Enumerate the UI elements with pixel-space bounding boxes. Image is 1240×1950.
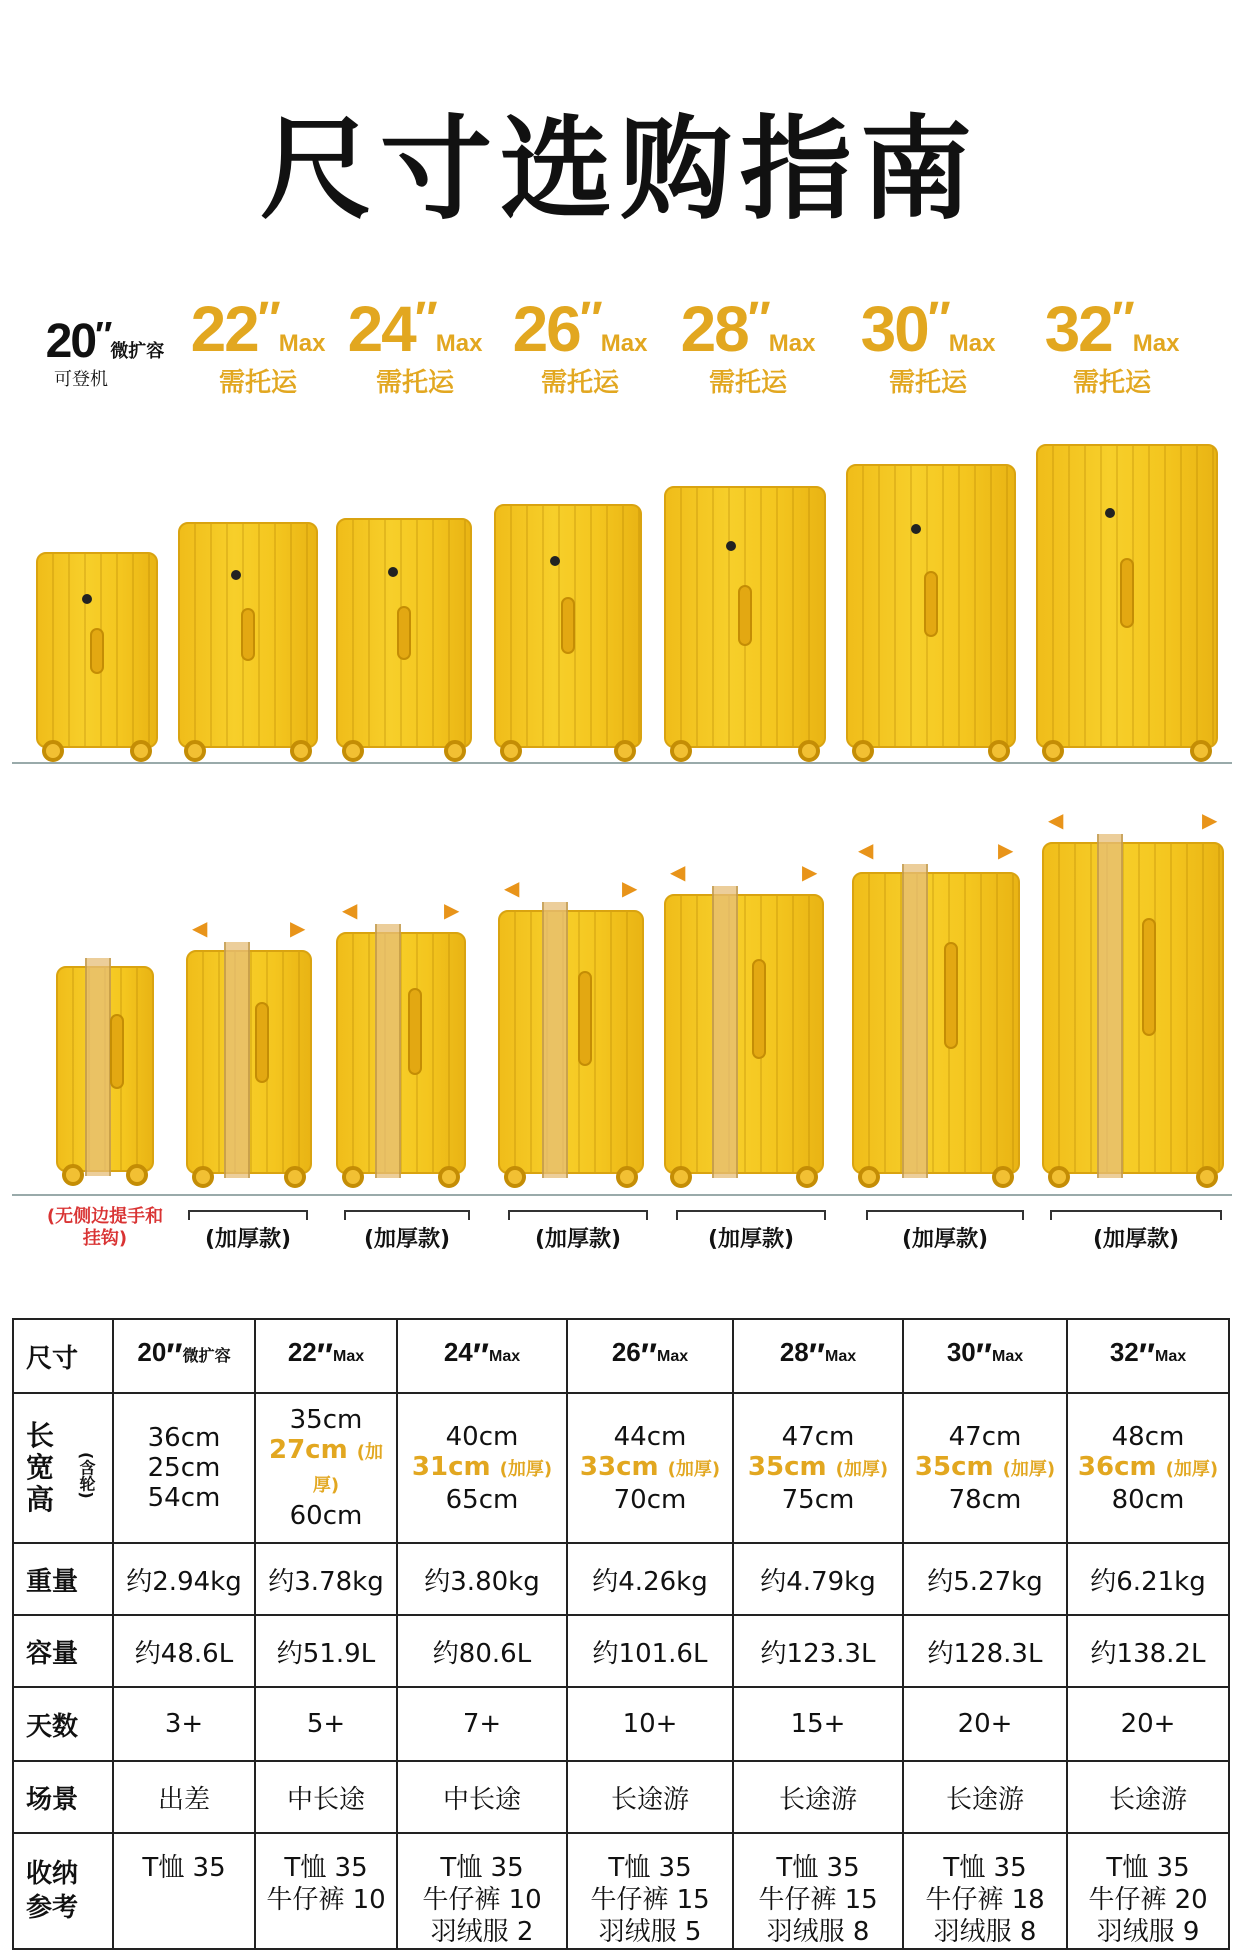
storage-item: T恤 35 (142, 1853, 226, 1883)
bracket (188, 1210, 308, 1220)
ground-line (12, 762, 1232, 764)
arrow-right-icon: ▶ (444, 898, 460, 922)
storage-label: 收纳 参考 (13, 1833, 113, 1949)
size-number: 24 (347, 293, 415, 365)
dims-cell (1067, 1393, 1229, 1543)
storage-item: T恤 35 (1106, 1853, 1190, 1883)
scene-cell: 出差 (113, 1761, 255, 1833)
storage-item: T恤 35 (440, 1853, 524, 1883)
size-32-label: 32″Max 需托运 (1042, 292, 1182, 399)
size-number: 30 (860, 293, 928, 365)
width-value: 25cm (147, 1453, 221, 1483)
days-row (13, 1687, 1229, 1761)
arrow-left-icon: ◀ (192, 916, 208, 940)
days-cell: 20+ (1067, 1687, 1229, 1761)
storage-item: 牛仔裤 15 (590, 1885, 710, 1915)
days-cell: 3+ (113, 1687, 255, 1761)
suitcase-side-icon (336, 898, 466, 1188)
scene-cell: 长途游 (903, 1761, 1067, 1833)
capacity-cell: 约80.6L (397, 1615, 567, 1687)
page-title: 尺寸选购指南 (260, 105, 980, 235)
size-tag: Max (278, 330, 326, 357)
height-value: 80cm (1111, 1484, 1185, 1515)
suitcase-front-icon (846, 464, 1016, 762)
arrow-right-icon: ▶ (998, 838, 1014, 862)
arrow-left-icon: ◀ (858, 838, 874, 862)
weight-label: 重量 (13, 1543, 113, 1615)
dims-cell (113, 1393, 255, 1543)
weight-cell: 约4.79kg (733, 1543, 903, 1615)
thick-model-caption: (加厚款) (1092, 1227, 1180, 1252)
table-size-22: 22″Max (255, 1319, 397, 1393)
arrow-right-icon: ▶ (1202, 808, 1218, 832)
suitcase-side-icon (1042, 808, 1224, 1188)
capacity-cell: 约138.2L (1067, 1615, 1229, 1687)
length-value: 47cm (781, 1421, 855, 1452)
suitcase-side-icon (56, 966, 154, 1186)
height-value: 78cm (948, 1484, 1022, 1515)
size-note: 需托运 (540, 368, 619, 398)
width-value: 35cm (加厚) (747, 1451, 889, 1482)
size-24-label: 24″Max 需托运 (345, 292, 485, 399)
scene-cell: 长途游 (733, 1761, 903, 1833)
table-size-28: 28″Max (733, 1319, 903, 1393)
dims-cell (733, 1393, 903, 1543)
scene-row (13, 1761, 1229, 1833)
table-size-30: 30″Max (903, 1319, 1067, 1393)
capacity-row (13, 1615, 1229, 1687)
size-tag: Max (768, 330, 816, 357)
weight-cell: 约4.26kg (567, 1543, 733, 1615)
store-cell (113, 1833, 255, 1949)
bracket (866, 1210, 1024, 1220)
height-value: 65cm (445, 1484, 519, 1515)
size-tag: Max (435, 330, 483, 357)
size-note: 需托运 (375, 368, 454, 398)
size-20-label: 20″微扩容 可登机 (40, 314, 170, 391)
capacity-cell: 约48.6L (113, 1615, 255, 1687)
storage-item: T恤 35 (608, 1853, 692, 1883)
arrow-right-icon: ▶ (802, 860, 818, 884)
storage-item: 牛仔裤 10 (266, 1885, 386, 1915)
dims-note: (含轮) (77, 1452, 96, 1499)
storage-item: 羽绒服 8 (933, 1917, 1037, 1947)
arrow-right-icon: ▶ (290, 916, 306, 940)
no-side-handle-caption: (无侧边提手和挂钩) (46, 1206, 164, 1249)
table-size-32: 32″Max (1067, 1319, 1229, 1393)
storage-item: 羽绒服 2 (430, 1917, 534, 1947)
size-tag: Max (948, 330, 996, 357)
dims-cell (567, 1393, 733, 1543)
storage-item: T恤 35 (776, 1853, 860, 1883)
size-number: 26 (512, 293, 580, 365)
suitcase-side-icon (852, 838, 1020, 1188)
dims-cell (903, 1393, 1067, 1543)
suitcase-side-icon (186, 916, 312, 1188)
days-cell: 7+ (397, 1687, 567, 1761)
width-value: 31cm (加厚) (411, 1451, 553, 1482)
height-value: 70cm (613, 1484, 687, 1515)
size-number: 32 (1044, 293, 1112, 365)
table-header-row (13, 1319, 1229, 1393)
header-label: 尺寸 (13, 1319, 113, 1393)
bracket (344, 1210, 470, 1220)
storage-item: 羽绒服 5 (598, 1917, 702, 1947)
size-number: 20 (45, 315, 96, 368)
size-30-label: 30″Max 需托运 (858, 292, 998, 399)
capacity-cell: 约101.6L (567, 1615, 733, 1687)
thick-model-caption: (加厚款) (204, 1227, 292, 1252)
weight-cell: 约3.80kg (397, 1543, 567, 1615)
weight-cell: 约5.27kg (903, 1543, 1067, 1615)
size-26-label: 26″Max 需托运 (510, 292, 650, 399)
size-note: 需托运 (218, 368, 297, 398)
width-value: 33cm (加厚) (579, 1451, 721, 1482)
capacity-cell: 约51.9L (255, 1615, 397, 1687)
thick-model-caption: (加厚款) (901, 1227, 989, 1252)
height-value: 75cm (781, 1484, 855, 1515)
width-value: 35cm (加厚) (914, 1451, 1056, 1482)
table-size-20: 20″微扩容 (113, 1319, 255, 1393)
scene-cell: 长途游 (1067, 1761, 1229, 1833)
store-cell (255, 1833, 397, 1949)
days-label: 天数 (13, 1687, 113, 1761)
size-tag: Max (600, 330, 648, 357)
weight-cell: 约6.21kg (1067, 1543, 1229, 1615)
bracket (1050, 1210, 1222, 1220)
size-note: 可登机 (54, 369, 108, 390)
size-tag: 微扩容 (110, 341, 165, 361)
storage-row (13, 1833, 1229, 1949)
suitcase-front-icon (36, 552, 158, 762)
size-number: 22 (190, 293, 258, 365)
length-value: 36cm (147, 1423, 221, 1453)
suitcase-front-icon (178, 522, 318, 762)
capacity-cell: 约128.3L (903, 1615, 1067, 1687)
days-cell: 20+ (903, 1687, 1067, 1761)
suitcase-front-icon (336, 518, 472, 762)
weight-cell: 约3.78kg (255, 1543, 397, 1615)
thick-model-caption: (加厚款) (707, 1227, 795, 1252)
size-note: 需托运 (708, 368, 787, 398)
ground-line (12, 1194, 1232, 1196)
capacity-label: 容量 (13, 1615, 113, 1687)
store-cell (567, 1833, 733, 1949)
suitcase-side-icon (498, 876, 644, 1188)
size-note: 需托运 (888, 368, 967, 398)
storage-item: 牛仔裤 20 (1088, 1885, 1208, 1915)
size-22-label: 22″Max 需托运 (188, 292, 328, 399)
storage-item: 牛仔裤 10 (422, 1885, 542, 1915)
weight-row (13, 1543, 1229, 1615)
suitcase-front-icon (1036, 444, 1218, 762)
height-value: 60cm (289, 1501, 363, 1531)
suitcase-front-icon (494, 504, 642, 762)
arrow-left-icon: ◀ (504, 876, 520, 900)
size-tag: Max (1132, 330, 1180, 357)
length-value: 47cm (948, 1421, 1022, 1452)
spec-table (12, 1318, 1230, 1950)
thick-model-caption: (加厚款) (534, 1227, 622, 1252)
scene-cell: 中长途 (397, 1761, 567, 1833)
size-28-label: 28″Max 需托运 (678, 292, 818, 399)
store-cell (733, 1833, 903, 1949)
scene-label: 场景 (13, 1761, 113, 1833)
length-value: 44cm (613, 1421, 687, 1452)
length-value: 35cm (289, 1405, 363, 1435)
weight-cell: 约2.94kg (113, 1543, 255, 1615)
size-note: 需托运 (1072, 368, 1151, 398)
arrow-left-icon: ◀ (1048, 808, 1064, 832)
height-value: 54cm (147, 1483, 221, 1513)
scene-cell: 长途游 (567, 1761, 733, 1833)
bracket (508, 1210, 648, 1220)
dims-cell (397, 1393, 567, 1543)
size-header-row (0, 292, 1240, 402)
storage-item: 羽绒服 9 (1096, 1917, 1200, 1947)
storage-item: T恤 35 (943, 1853, 1027, 1883)
width-value: 27cm (加厚) (269, 1435, 383, 1496)
bracket (676, 1210, 826, 1220)
store-cell (1067, 1833, 1229, 1949)
length-value: 48cm (1111, 1421, 1185, 1452)
suitcase-front-icon (664, 486, 826, 762)
days-cell: 10+ (567, 1687, 733, 1761)
arrow-right-icon: ▶ (622, 876, 638, 900)
days-cell: 5+ (255, 1687, 397, 1761)
storage-item: 牛仔裤 18 (925, 1885, 1045, 1915)
width-value: 36cm (加厚) (1077, 1451, 1219, 1482)
table-size-24: 24″Max (397, 1319, 567, 1393)
storage-item: T恤 35 (284, 1853, 368, 1883)
dims-row (13, 1393, 1229, 1543)
suitcase-side-icon (664, 860, 824, 1188)
length-value: 40cm (445, 1421, 519, 1452)
dims-label: 长 宽 高 (含轮) (13, 1393, 113, 1543)
store-cell (903, 1833, 1067, 1949)
storage-item: 羽绒服 8 (766, 1917, 870, 1947)
scene-cell: 中长途 (255, 1761, 397, 1833)
capacity-cell: 约123.3L (733, 1615, 903, 1687)
arrow-left-icon: ◀ (342, 898, 358, 922)
store-cell (397, 1833, 567, 1949)
storage-item: 牛仔裤 15 (758, 1885, 878, 1915)
dims-cell (255, 1393, 397, 1543)
table-size-26: 26″Max (567, 1319, 733, 1393)
thick-model-caption: (加厚款) (363, 1227, 451, 1252)
days-cell: 15+ (733, 1687, 903, 1761)
size-number: 28 (680, 293, 748, 365)
arrow-left-icon: ◀ (670, 860, 686, 884)
